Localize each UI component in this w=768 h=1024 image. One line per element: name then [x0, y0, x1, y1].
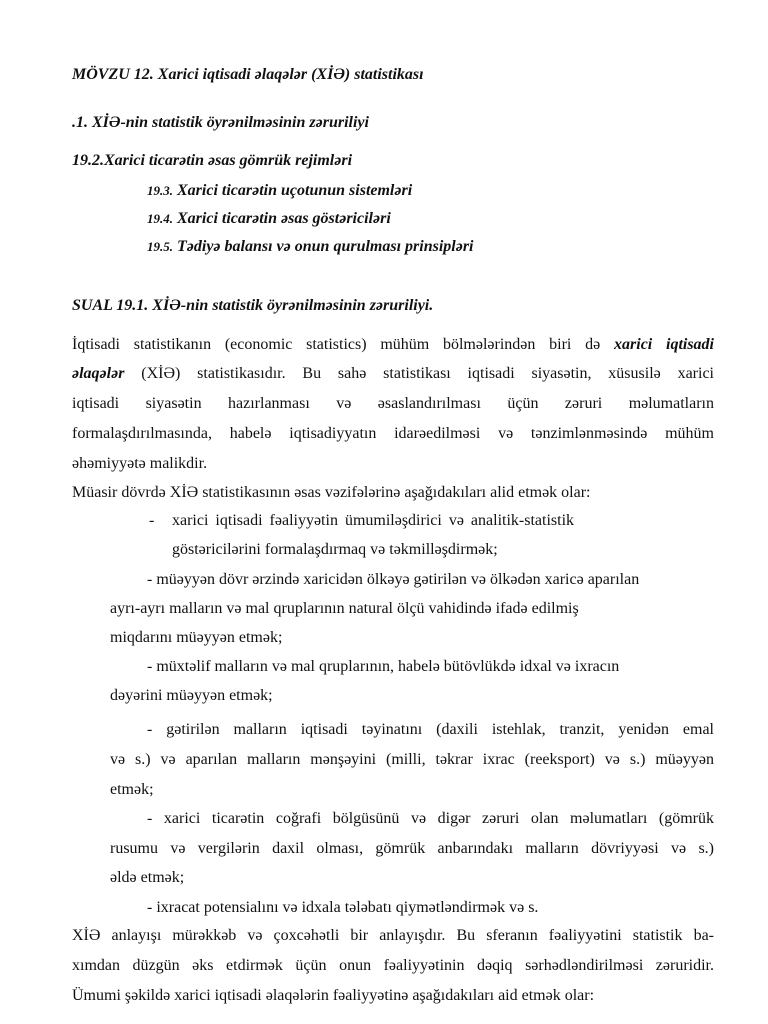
- paragraph-3-line-1: XİƏ anlayışı mürəkkəb və çoxcəhətli bir anlayışdır. Bu sferanın fəaliyyətini statistik ba-: [72, 927, 714, 944]
- text-run: İqtisadi statistikanın (economic statistics) mühüm bölmələrindən biri də: [72, 336, 601, 353]
- paragraph-1-line-2: [72, 364, 714, 384]
- bullet-2-line-2: ayrı-ayrı malların və mal qruplarının natural ölçü vahidində ifadə edilmiş: [110, 600, 579, 617]
- bullet-4-line-3: etmək;: [110, 781, 154, 798]
- toc-item-19-5: [147, 237, 473, 257]
- bullet-4-line-1: - gətirilən malların iqtisadi təyinatını (daxili istehlak, tranzit, yenidən emal: [147, 721, 714, 738]
- toc-item-19-3: [147, 181, 412, 201]
- toc-item-number: 19.5.: [147, 239, 173, 254]
- bullet-3-line-2: dəyərini müəyyən etmək;: [110, 687, 273, 704]
- bullet-5-line-3: əldə etmək;: [110, 869, 185, 886]
- bullet-2-line-1: - müəyyən dövr ərzində xaricidən ölkəyə gətirilən və ölkədən xaricə aparılan: [147, 571, 640, 588]
- paragraph-1-line-3: iqtisadi siyasətin hazırlanması və əsaslandırılması üçün zəruri məlumatların: [72, 395, 714, 412]
- toc-item-text: Tədiyə balansı və onun qurulması prinsipləri: [177, 238, 474, 255]
- toc-item-19-4: [147, 209, 391, 229]
- paragraph-1-line-5: əhəmiyyətə malikdir.: [72, 455, 208, 472]
- paragraph-1-line-1: [72, 335, 714, 355]
- section-title: SUAL 19.1. XİƏ-nin statistik öyrənilməsinin zəruriliyi.: [72, 297, 434, 314]
- bullet-1-line-2: göstəricilərini formalaşdırmaq və təkmilləşdirmək;: [172, 541, 498, 558]
- bullet-4-line-2: və s.) və aparılan malların mənşəyini (milli, təkrar ixrac (reeksport) və s.) müəyyən: [110, 751, 714, 768]
- bullet-5-line-2: rusumu və vergilərin daxil olması, gömrük anbarındakı malların dövriyyəsi və s.): [110, 840, 714, 857]
- toc-item-number: 19.4.: [147, 211, 173, 226]
- bullet-dash: -: [149, 512, 155, 529]
- bullet-3-line-1: - müxtəlif malların və mal qruplarının, habelə bütövlükdə idxal və ixracın: [147, 658, 620, 675]
- bullet-6-line-1: - ixracat potensialını və idxala tələbatı qiymətləndirmək və s.: [147, 899, 539, 916]
- bullet-2-line-3: miqdarını müəyyən etmək;: [110, 629, 283, 646]
- toc-item-text: Xarici ticarətin əsas göstəriciləri: [177, 210, 391, 227]
- paragraph-1-line-4: formalaşdırılmasında, habelə iqtisadiyyatın idarəedilməsi və tənzimlənməsində mühüm: [72, 425, 714, 442]
- toc-item-19-2: 19.2.Xarici ticarətin əsas gömrük rejimləri: [72, 152, 353, 169]
- bullet-5-line-1: - xarici ticarətin coğrafi bölgüsünü və digər zəruri olan məlumatları (gömrük: [147, 810, 714, 827]
- toc-item-19-1: .1. XİƏ-nin statistik öyrənilməsinin zəruriliyi: [72, 114, 369, 131]
- text-run: (XİƏ) statistikasıdır. Bu sahə statistikası iqtisadi siyasətin, xüsusilə xarici: [141, 365, 714, 382]
- paragraph-3-line-3: Ümumi şəkildə xarici iqtisadi əlaqələrin fəaliyyətinə aşağıdakıları aid etmək olar:: [72, 987, 595, 1004]
- paragraph-3-line-2: xımdan düzgün əks etdirmək üçün onun fəaliyyətinin dəqiq sərhədləndirilməsi zəruridir.: [72, 957, 714, 974]
- toc-item-text: Xarici ticarətin uçotunun sistemləri: [177, 182, 413, 199]
- bullet-1-line-1: xarici iqtisadi fəaliyyətin ümumiləşdirici və analitik-statistik: [172, 512, 575, 529]
- document-title: MÖVZU 12. Xarici iqtisadi əlaqələr (XİƏ) statistikası: [72, 66, 424, 83]
- emphasis-text: əlaqələr: [72, 365, 125, 382]
- toc-item-number: 19.3.: [147, 183, 173, 198]
- emphasis-text: xarici iqtisadi: [614, 336, 715, 353]
- paragraph-2-intro: Müasir dövrdə XİƏ statistikasının əsas vəzifələrinə aşağıdakıları alid etmək olar:: [72, 484, 591, 501]
